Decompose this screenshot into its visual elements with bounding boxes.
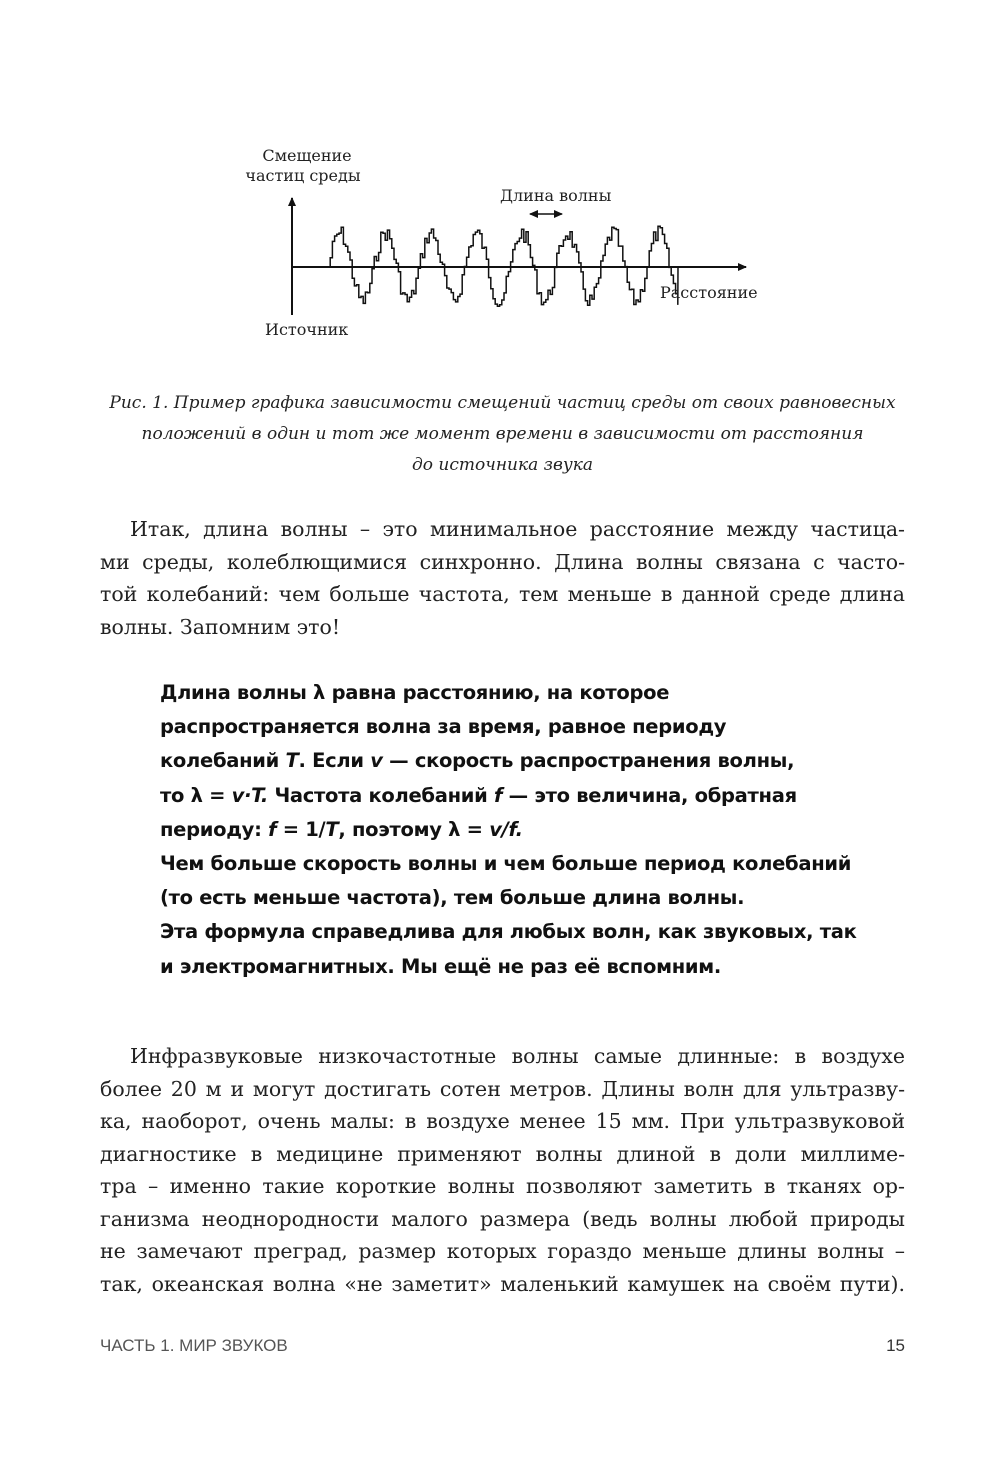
origin-label: Источник (265, 320, 349, 339)
highlight-text: = 1/ (276, 817, 326, 841)
caption-line: Рис. 1. Пример графика зависимости смещений частиц среды от своих равновесных (109, 393, 896, 413)
highlight-line (160, 950, 900, 984)
highlight-text: колебаний (160, 749, 286, 773)
highlight-text: — это величина, обратная (502, 783, 797, 807)
text-line: не замечают преград, размер которых гораздо меньше длины волны – (100, 1239, 905, 1263)
wave-diagram (0, 0, 1000, 360)
caption-line: до источника звука (412, 455, 593, 475)
highlight-text: — скорость распространения волны, (382, 749, 795, 773)
highlight-line (160, 676, 900, 710)
formula-variable: f (494, 783, 503, 807)
y-axis-label (245, 146, 362, 186)
highlight-text: Чем больше скорость волны и чем больше период колебаний (160, 852, 852, 876)
formula-variable: T (325, 817, 339, 841)
highlight-text: Эта формула справедлива для любых волн, как звуковых, так (160, 920, 857, 944)
highlight-line (160, 881, 900, 915)
text-line: волны. Запомним это! (100, 614, 341, 639)
highlight-line (160, 915, 900, 949)
page-number: 15 (886, 1336, 905, 1355)
highlight-line (160, 813, 900, 847)
wave-figure (0, 0, 1000, 360)
highlight-text: распространяется волна за время, равное периоду (160, 715, 727, 739)
figure-caption (100, 388, 905, 481)
paragraph-wavelength-definition (100, 513, 905, 643)
highlight-line (160, 710, 900, 744)
text-line: так, океанская волна «не заметит» маленький камушек на своём пути). (100, 1271, 905, 1296)
formula-variable: f (268, 817, 277, 841)
paragraph-infrasound (100, 1040, 905, 1300)
caption-line: положений в один и тот же момент времени в зависимости от расстояния (141, 424, 864, 444)
text-line: более 20 м и могут достигать сотен метров. Длины волн для ультразву- (100, 1076, 905, 1101)
highlight-text: (то есть меньше частота), тем больше длина волны. (160, 886, 745, 910)
highlight-text: Частота колебаний (267, 783, 494, 807)
highlight-text: . Если (298, 749, 371, 773)
y-axis-label-line: Смещение (262, 146, 352, 165)
text-line: Итак, длина волны – это минимальное расстояние между частица- (130, 517, 905, 541)
text-line: Инфразвуковые низкочастотные волны самые длинные: в воздухе (130, 1044, 905, 1068)
highlight-box (160, 676, 900, 984)
highlight-line (160, 744, 900, 778)
wavelength-label: Длина волны (500, 186, 612, 205)
x-axis-label: Расстояние (660, 283, 758, 302)
text-line: ка, наоборот, очень малы: в воздухе менее 15 мм. При ультразвуковой (100, 1109, 905, 1133)
text-line: ми среды, колеблющимися синхронно. Длина волны связана с часто- (100, 549, 905, 574)
formula-variable: v (370, 749, 383, 773)
text-line: той колебаний: чем больше частота, тем меньше в данной среде длина (100, 582, 905, 606)
formula-variable: v·T. (231, 783, 268, 807)
formula-variable: T (285, 749, 299, 773)
y-axis-label-line: частиц среды (245, 166, 361, 185)
text-line: тра – именно такие короткие волны позволяют заметить в тканях ор- (100, 1174, 905, 1198)
highlight-text: и электромагнитных. Мы ещё не раз её вспомним. (160, 954, 721, 978)
highlight-text: , поэтому λ = (338, 817, 490, 841)
formula-variable: v/f. (489, 817, 523, 841)
text-line: диагностике в медицине применяют волны длиной в доли миллиме- (100, 1141, 905, 1166)
highlight-text: то λ = (160, 783, 232, 807)
highlight-text: периоду: (160, 817, 269, 841)
highlight-line (160, 779, 900, 813)
text-line: ганизма неоднородности малого размера (ведь волны любой природы (100, 1206, 905, 1231)
highlight-line (160, 847, 900, 881)
highlight-text: Длина волны λ равна расстоянию, на которое (160, 681, 670, 704)
running-footer-section: ЧАСТЬ 1. МИР ЗВУКОВ (100, 1336, 288, 1355)
